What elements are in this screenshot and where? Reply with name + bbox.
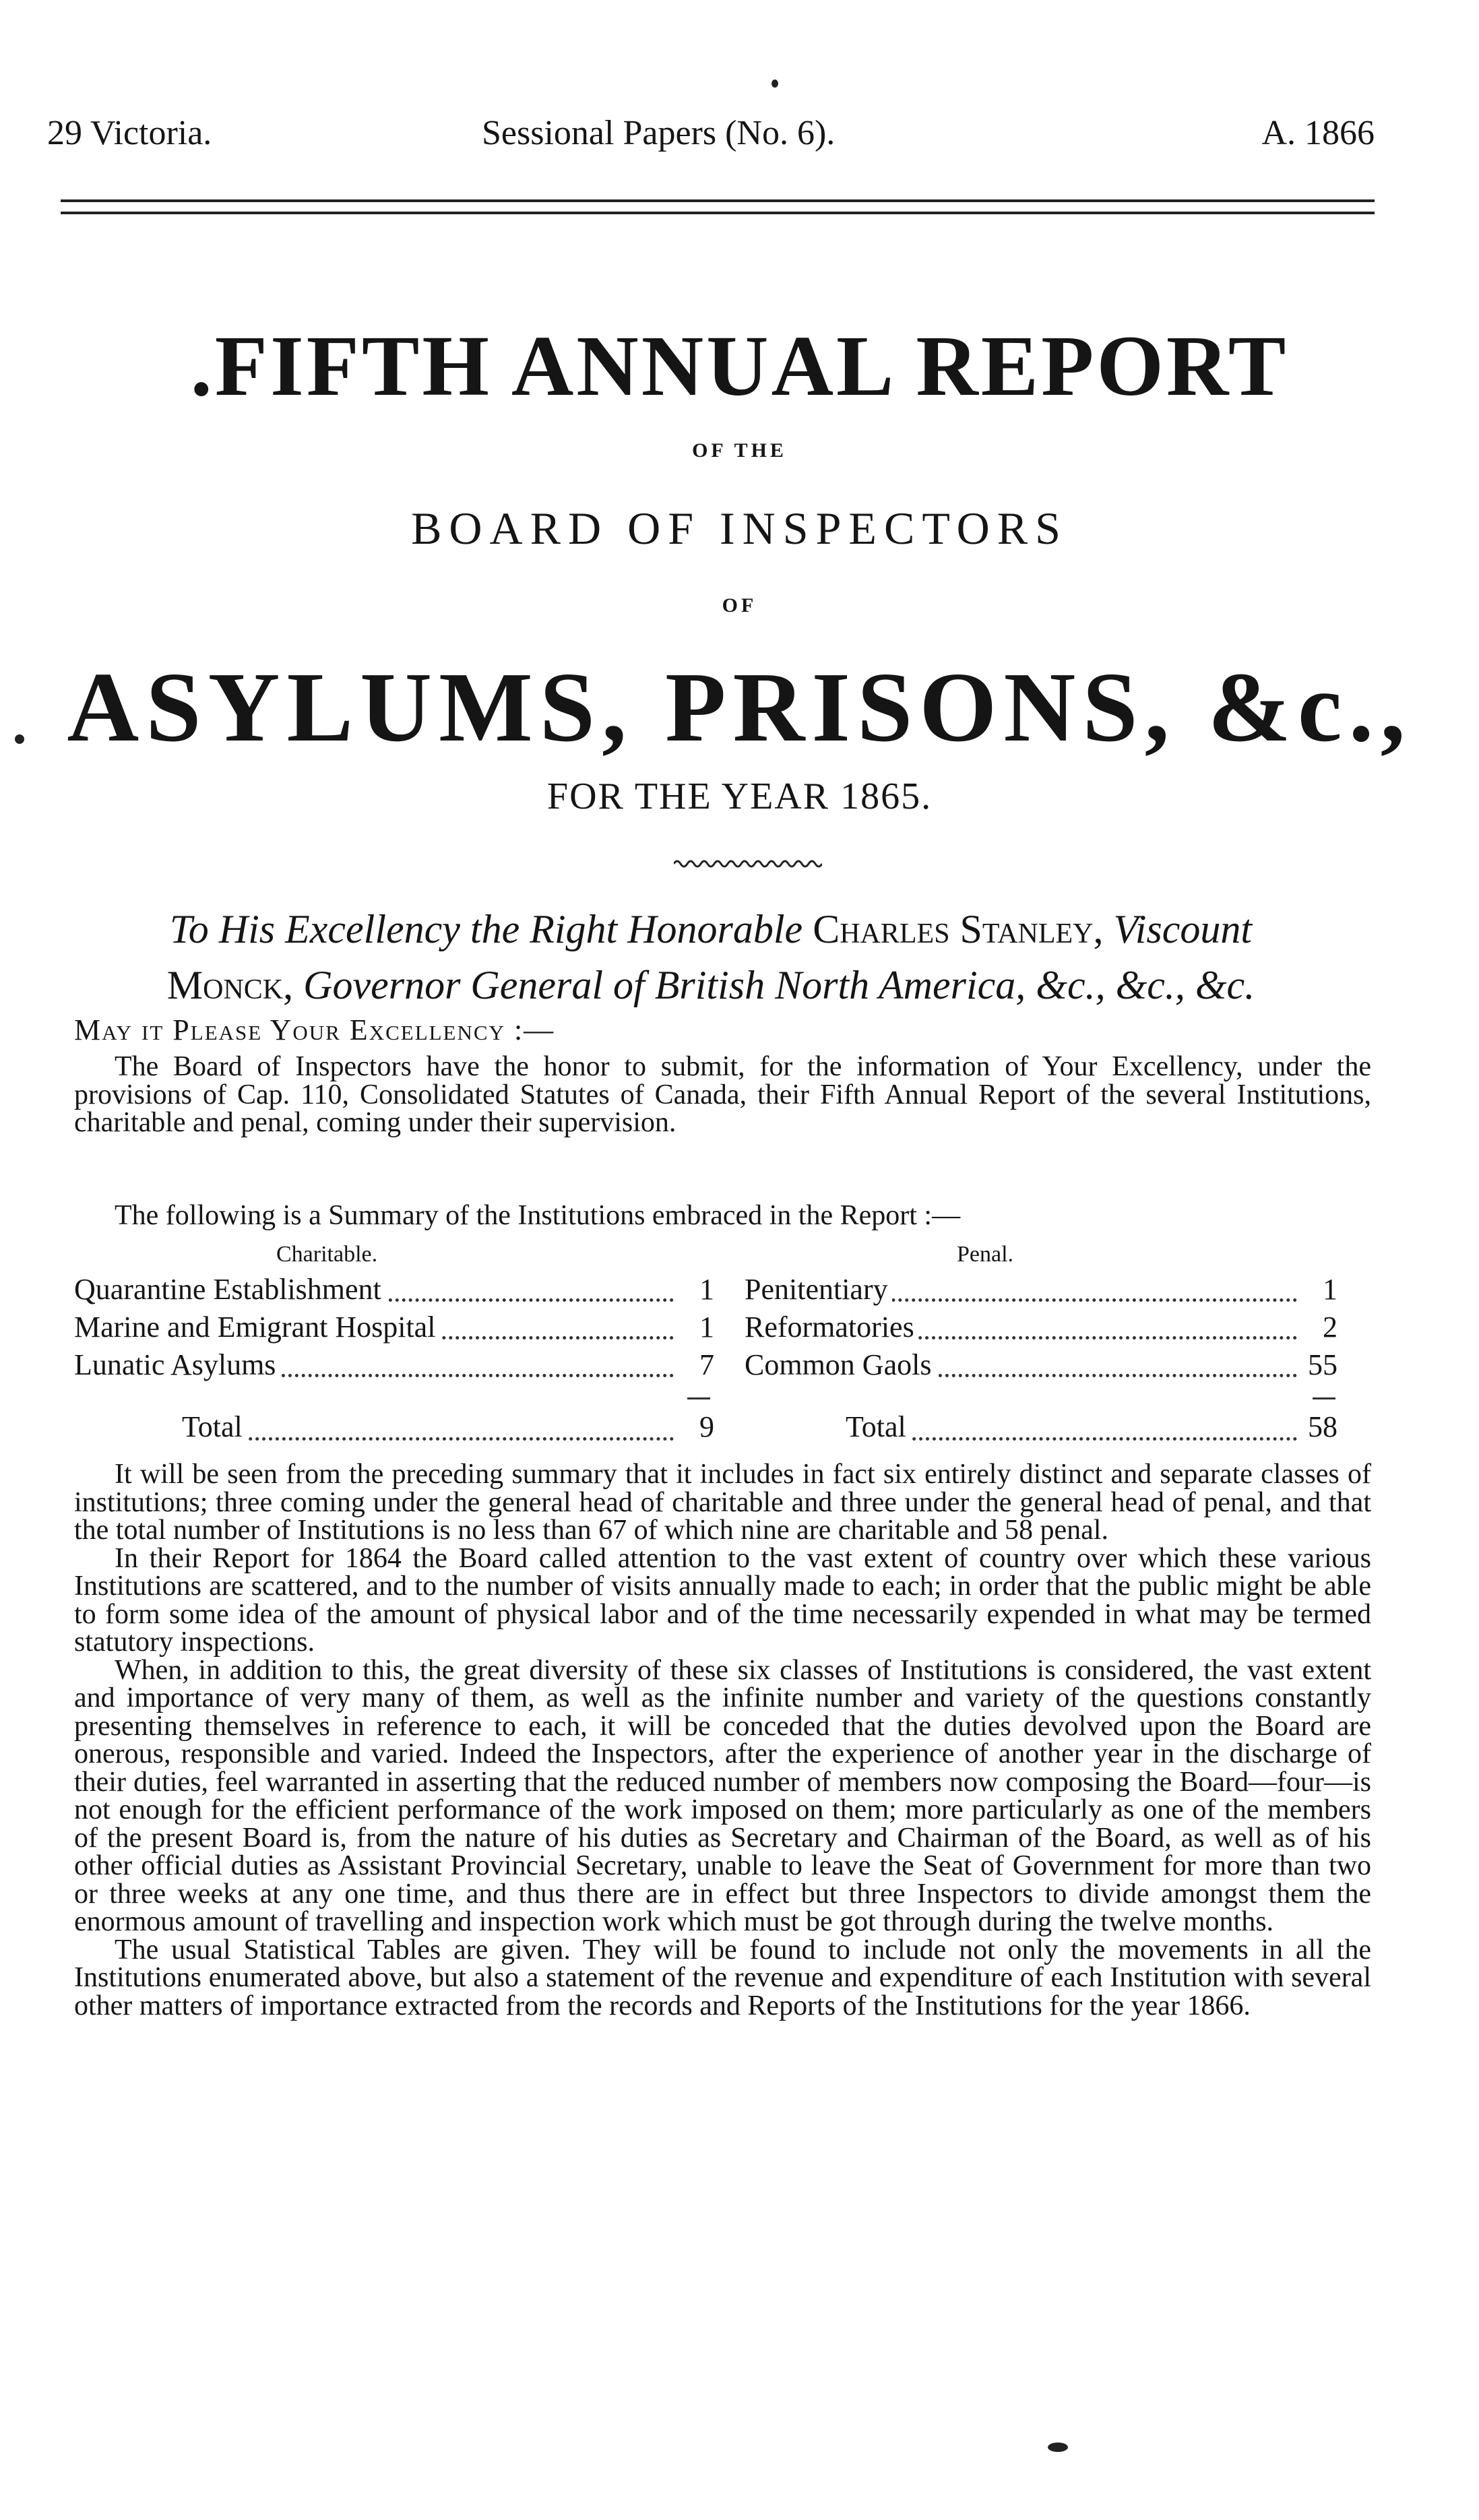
list-item-count: 55 xyxy=(1297,1346,1338,1384)
list-item xyxy=(74,1309,714,1346)
double-rule-divider xyxy=(61,199,1375,214)
paragraph-text: The Board of Inspectors have the honor to submit, for the information of Your Excellency, under the provisions of Cap. 110, Consolidated Statutes of Canada, their Fifth Annual Report of the several Institutions, charitable and penal, coming under their supervision. xyxy=(74,1051,1371,1138)
list-item-name: Common Gaols xyxy=(745,1348,935,1381)
body-paragraphs xyxy=(74,1461,1371,2020)
summary-intro: The following is a Summary of the Institutions embraced in the Report :— xyxy=(115,1200,961,1231)
running-head xyxy=(47,113,1375,167)
title-asylums-prisons: ASYLUMS, PRISONS, &c., xyxy=(67,652,1412,763)
ink-spot xyxy=(15,734,24,744)
list-item-count: 2 xyxy=(1297,1309,1338,1346)
address-line-1-end: Viscount xyxy=(1103,907,1253,951)
list-item-name: Quarantine Establishment xyxy=(74,1273,385,1306)
title-board: BOARD OF INSPECTORS xyxy=(411,503,1068,554)
paragraph-text: In their Report for 1864 the Board called attention to the vast extent of country over which these various Institutions are scattered, and to the number of visits annually made to each; in order that the public might be able to form some idea of the amount of physical labor and of the time necessarily expended in what may be termed statutory inspections. xyxy=(74,1542,1371,1658)
penal-total xyxy=(846,1410,1338,1447)
title-of: OF xyxy=(722,594,757,617)
list-item-name: Penitentiary xyxy=(745,1273,892,1306)
list-item-name: Reformatories xyxy=(745,1311,918,1344)
ink-spot xyxy=(772,80,778,88)
list-item xyxy=(74,1271,714,1309)
address-name-charles-stanley: Charles Stanley, xyxy=(813,907,1104,951)
running-head-left: 29 Victoria. xyxy=(47,114,212,152)
address-line-1 xyxy=(47,906,1375,953)
total-label: Total xyxy=(182,1410,247,1443)
address-line-2-rest: Governor General of British North America, &c., &c., &c. xyxy=(293,963,1255,1007)
list-item-name: Lunatic Asylums xyxy=(74,1348,280,1381)
report-title: .FIFTH ANNUAL REPORT xyxy=(190,318,1289,414)
list-item xyxy=(745,1346,1338,1384)
total-label: Total xyxy=(846,1410,910,1443)
total-rule-charitable xyxy=(687,1397,710,1399)
running-head-right: A. 1866 xyxy=(1261,114,1375,152)
paragraph-text: When, in addition to this, the great diversity of these six classes of Institutions is considered, the vast extent and importance of very many of them, as well as the infinite number and variety of the questions constantly presenting themselves in reference to each, it will be conceded that the duties devolved upon the Board are onerous, responsible and varied. Indeed the Inspectors, after the experience of another year in the discharge of their duties, feel warranted in asserting that the reduced number of members now composing the Board—four—is not enough for the efficient performance of the work imposed on them; more particularly as one of the members of the present Board is, from the nature of his duties as Secretary and Chairman of the Board, as well as of his other official duties as Assistant Provincial Secretary, unable to leave the Seat of Government for more than two or three weeks at any one time, and thus there are in effect but three Inspectors to divide amongst them the enormous amount of travelling and inspection work which must be got through during the twelve months. xyxy=(74,1654,1371,1937)
list-item xyxy=(745,1309,1338,1346)
list-item xyxy=(745,1271,1338,1309)
list-item-count: 1 xyxy=(674,1309,714,1346)
address-line-2 xyxy=(47,962,1375,1009)
charitable-heading: Charitable. xyxy=(276,1242,378,1267)
ornamental-squiggle-divider xyxy=(674,854,822,873)
charitable-total xyxy=(182,1410,714,1447)
penal-list xyxy=(745,1271,1338,1384)
intro-paragraph xyxy=(74,1053,1371,1137)
ink-spot xyxy=(1048,2443,1068,2452)
total-rule-penal xyxy=(1313,1397,1335,1399)
penal-heading: Penal. xyxy=(957,1242,1014,1267)
list-item-count: 1 xyxy=(1297,1271,1338,1309)
list-item-count: 7 xyxy=(674,1346,714,1384)
title-year: FOR THE YEAR 1865. xyxy=(546,776,933,817)
salutation: May it Please Your Excellency :— xyxy=(74,1013,555,1046)
list-item-name: Marine and Emigrant Hospital xyxy=(74,1311,439,1344)
paragraph-text: It will be seen from the preceding summary that it includes in fact six entirely distinct and separate classes of institutions; three coming under the general head of charitable and three under the general head of penal, and that the total number of Institutions is no less than 67 of which nine are charitable and 58 penal. xyxy=(74,1459,1371,1546)
address-line-1-italic: To His Excellency the Right Honorable xyxy=(169,907,813,951)
total-value: 58 xyxy=(1297,1410,1338,1444)
list-item-count: 1 xyxy=(674,1271,714,1309)
list-item xyxy=(74,1346,714,1384)
running-head-center: Sessional Papers (No. 6). xyxy=(482,114,836,152)
charitable-list xyxy=(74,1271,714,1384)
paragraph-text: The usual Statistical Tables are given. They will be found to include not only the movements in all the Institutions enumerated above, but also a statement of the revenue and expenditure of each Institution with several other matters of importance extracted from the records and Reports of the Institutions for the year 1866. xyxy=(74,1934,1371,2021)
title-of-the: OF THE xyxy=(692,439,787,462)
address-name-monck: Monck, xyxy=(166,963,294,1007)
total-value: 9 xyxy=(674,1410,714,1444)
